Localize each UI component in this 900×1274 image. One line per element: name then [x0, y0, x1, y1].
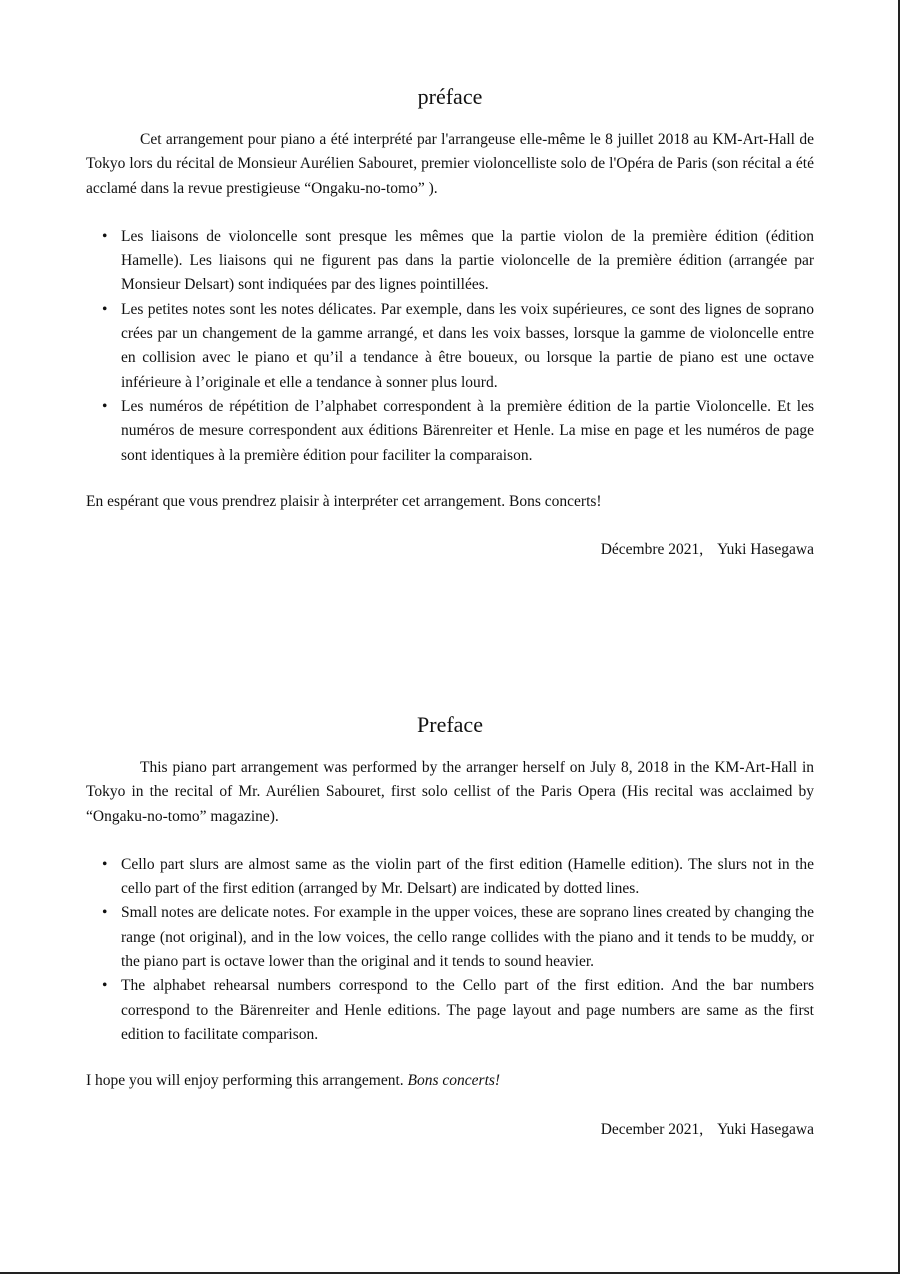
english-author: Yuki Hasegawa	[717, 1120, 814, 1138]
bullet-icon: •	[102, 397, 108, 415]
french-bullet-item	[102, 298, 814, 395]
english-bullet-text: Cello part slurs are almost same as the violin part of the first edition (Hamelle edition). The slurs not in the cello part of the first edition (arranged by Mr. Delsart) are indicated by dotted lines.	[121, 855, 814, 898]
english-date: December 2021,	[600, 1120, 704, 1138]
english-bullet-list	[86, 853, 814, 1047]
french-date: Décembre 2021,	[600, 541, 704, 559]
french-closing: En espérant que vous prendrez plaisir à interpréter cet arrangement. Bons concerts!	[86, 492, 602, 510]
english-signature	[86, 1118, 814, 1142]
french-intro-paragraph: Cet arrangement pour piano a été interprété par l'arrangeuse elle-même le 8 juillet 2018 au KM-Art-Hall de Tokyo lors du récital de Monsieur Aurélien Sabouret, premier violoncelliste solo de l'Opéra de Paris (son récital a été acclamé dans la revue prestigieuse “Ongaku-no-tomo” ).	[86, 131, 814, 197]
french-bullet-text: Les liaisons de violoncelle sont presque les mêmes que la partie violon de la première édition (édition Hamelle). Les liaisons qui ne figurent pas dans la partie violoncelle de la première édition (arrangée par Monsieur Delsart) sont indiquées par des lignes pointillées.	[121, 227, 814, 294]
english-bullet-text: The alphabet rehearsal numbers correspond to the Cello part of the first edition. And the bar numbers correspond to the Bärenreiter and Henle editions. The page layout and page numbers are same as the first edition to facilitate comparison.	[121, 977, 814, 1043]
english-title: Preface	[417, 712, 483, 737]
bullet-icon: •	[102, 227, 108, 245]
french-bullet-text: Les petites notes sont les notes délicates. Par exemple, dans les voix supérieures, ce sont des lignes de soprano crées par un changement de la gamme arrangé, et dans les voix basses, lorsque la gamme de violoncelle entre en collision avec le piano et qu’il a tendance à être boueux, ou lorsque la partie de piano est une octave inférieure à l’originale et elle a tendance à sonner plus lourd.	[121, 300, 814, 391]
english-bullet-text: Small notes are delicate notes. For example in the upper voices, these are soprano lines created by changing the range (not original), and in the low voices, the cello range collides with the piano and it tends to be muddy, or the piano part is octave lower than the original and it tends to sound heavier.	[121, 904, 814, 971]
french-bullet-list	[86, 225, 814, 468]
french-preface	[86, 82, 814, 562]
bullet-icon: •	[102, 855, 108, 873]
english-closing-text: I hope you will enjoy performing this arrangement.	[86, 1072, 404, 1090]
english-preface	[86, 710, 814, 1142]
english-bullet-item	[102, 974, 814, 1047]
english-closing-italic: Bons concerts!	[407, 1072, 501, 1090]
french-bullet-item	[102, 395, 814, 468]
bullet-icon: •	[102, 977, 108, 995]
french-bullet-item	[102, 225, 814, 298]
english-bullet-item	[102, 901, 814, 974]
english-closing	[86, 1069, 814, 1093]
bullet-icon: •	[102, 300, 108, 318]
english-intro-paragraph: This piano part arrangement was performed by the arranger herself on July 8, 2018 in the KM-Art-Hall in Tokyo in the recital of Mr. Aurélien Sabouret, first solo cellist of the Paris Opera (His recital was acclaimed by “Ongaku-no-tomo” magazine).	[86, 759, 814, 825]
english-bullet-item	[102, 853, 814, 902]
french-bullet-text: Les numéros de répétition de l’alphabet correspondent à la première édition de la partie Violoncelle. Et les numéros de mesure correspondent aux éditions Bärenreiter et Henle. La mise en page et les numéros de page sont identiques à la première édition pour faciliter la comparaison.	[121, 397, 814, 464]
french-signature	[86, 538, 814, 562]
bullet-icon: •	[102, 904, 108, 922]
french-title: préface	[417, 84, 483, 109]
french-author: Yuki Hasegawa	[717, 541, 814, 559]
